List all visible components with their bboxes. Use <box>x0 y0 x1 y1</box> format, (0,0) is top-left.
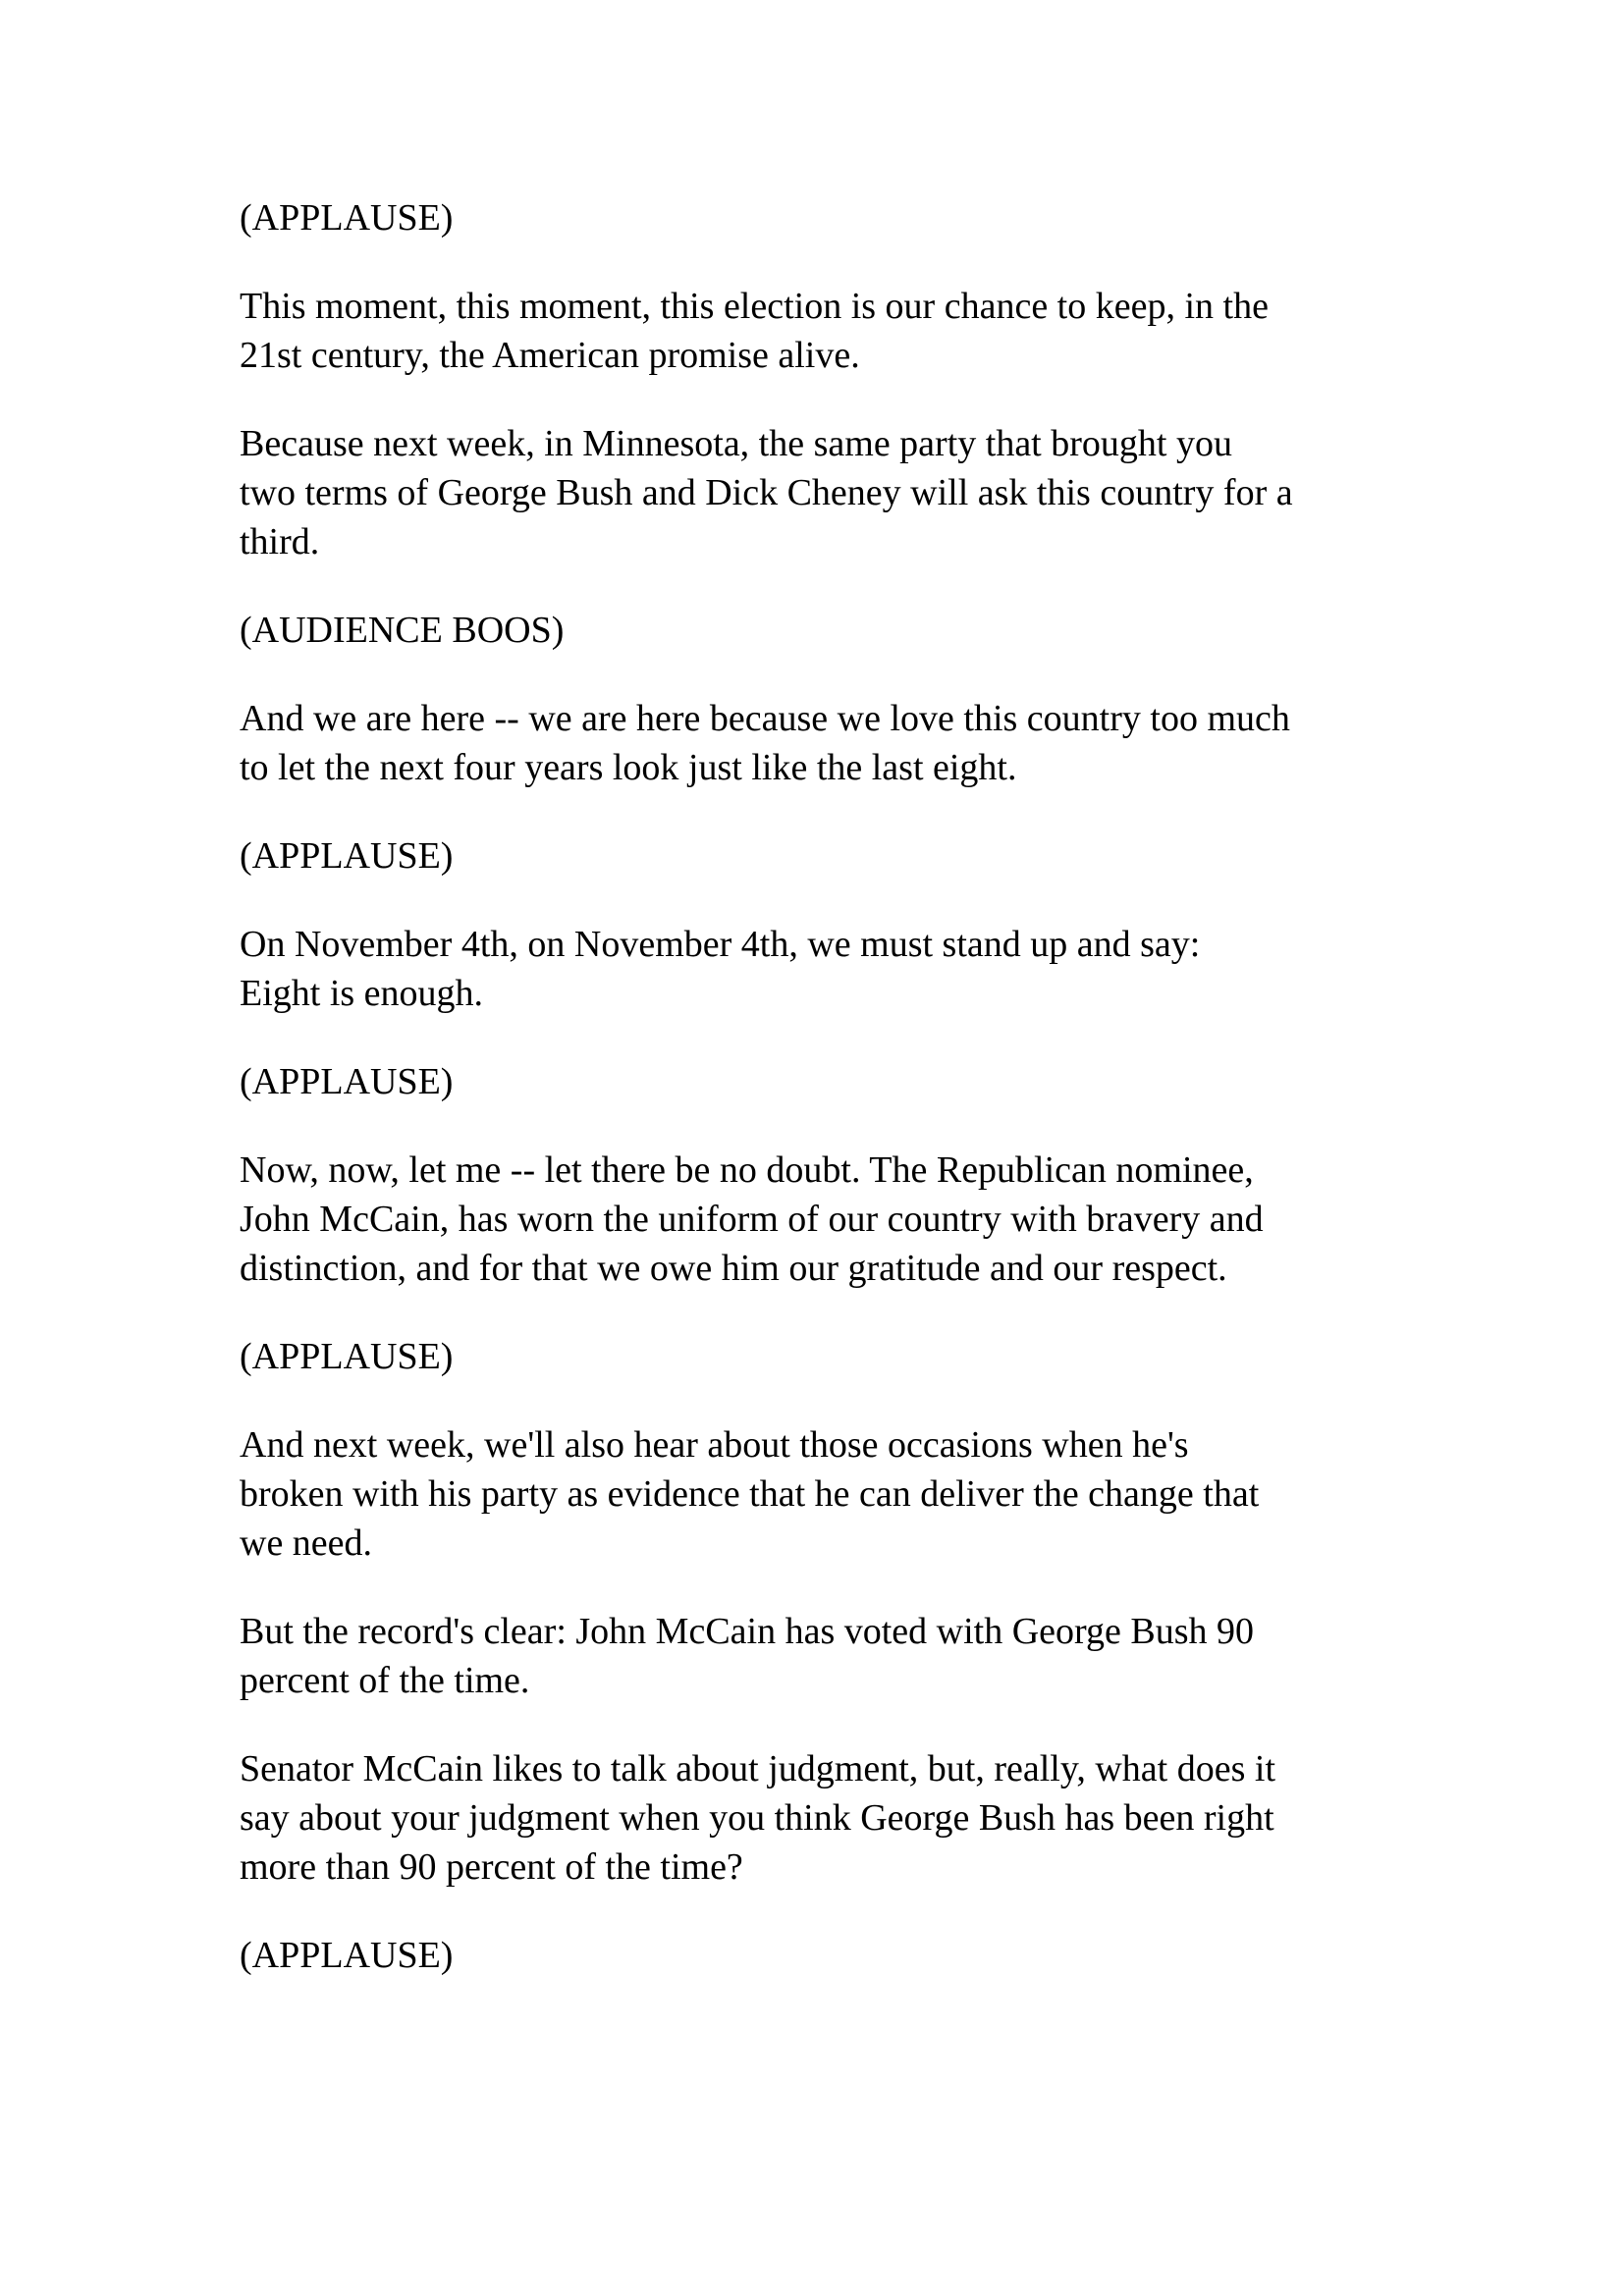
text-line: (APPLAUSE) <box>240 1061 454 1102</box>
text-line: And we are here -- we are here because we love this country too much <box>240 698 1290 739</box>
transcript-body <box>240 193 1384 2019</box>
text-line: (AUDIENCE BOOS) <box>240 610 565 651</box>
speech-paragraph <box>240 920 1384 1018</box>
stage-direction-paragraph <box>240 193 1384 242</box>
text-line: Senator McCain likes to talk about judgment, but, really, what does it <box>240 1748 1276 1789</box>
text-line: Now, now, let me -- let there be no doubt. The Republican nominee, <box>240 1149 1254 1191</box>
text-line: John McCain, has worn the uniform of our country with bravery and <box>240 1199 1264 1240</box>
text-line: On November 4th, on November 4th, we must stand up and say: <box>240 924 1201 965</box>
text-line: (APPLAUSE) <box>240 1336 454 1377</box>
speech-paragraph <box>240 1744 1384 1892</box>
text-line: (APPLAUSE) <box>240 835 454 877</box>
speech-paragraph <box>240 694 1384 792</box>
stage-direction-paragraph <box>240 606 1384 655</box>
text-line: (APPLAUSE) <box>240 197 454 239</box>
text-line: say about your judgment when you think George Bush has been right <box>240 1797 1274 1839</box>
text-line: more than 90 percent of the time? <box>240 1846 743 1888</box>
text-line: percent of the time. <box>240 1660 530 1701</box>
text-line: broken with his party as evidence that he can deliver the change that <box>240 1473 1260 1515</box>
text-line: two terms of George Bush and Dick Cheney will ask this country for a <box>240 472 1293 513</box>
text-line: we need. <box>240 1522 373 1564</box>
text-line: This moment, this moment, this election is our chance to keep, in the <box>240 286 1269 327</box>
speech-paragraph <box>240 1420 1384 1568</box>
text-line: third. <box>240 521 320 562</box>
text-line: (APPLAUSE) <box>240 1935 454 1976</box>
text-line: distinction, and for that we owe him our gratitude and our respect. <box>240 1248 1227 1289</box>
text-line: Eight is enough. <box>240 973 484 1014</box>
stage-direction-paragraph <box>240 831 1384 881</box>
speech-paragraph <box>240 419 1384 566</box>
text-line: Because next week, in Minnesota, the same party that brought you <box>240 423 1232 464</box>
text-line: And next week, we'll also hear about those occasions when he's <box>240 1424 1189 1466</box>
stage-direction-paragraph <box>240 1057 1384 1106</box>
text-line: 21st century, the American promise alive. <box>240 335 860 376</box>
speech-paragraph <box>240 1146 1384 1293</box>
speech-paragraph <box>240 282 1384 380</box>
text-line: to let the next four years look just like the last eight. <box>240 747 1017 788</box>
stage-direction-paragraph <box>240 1931 1384 1980</box>
stage-direction-paragraph <box>240 1332 1384 1381</box>
speech-paragraph <box>240 1607 1384 1705</box>
text-line: But the record's clear: John McCain has voted with George Bush 90 <box>240 1611 1254 1652</box>
